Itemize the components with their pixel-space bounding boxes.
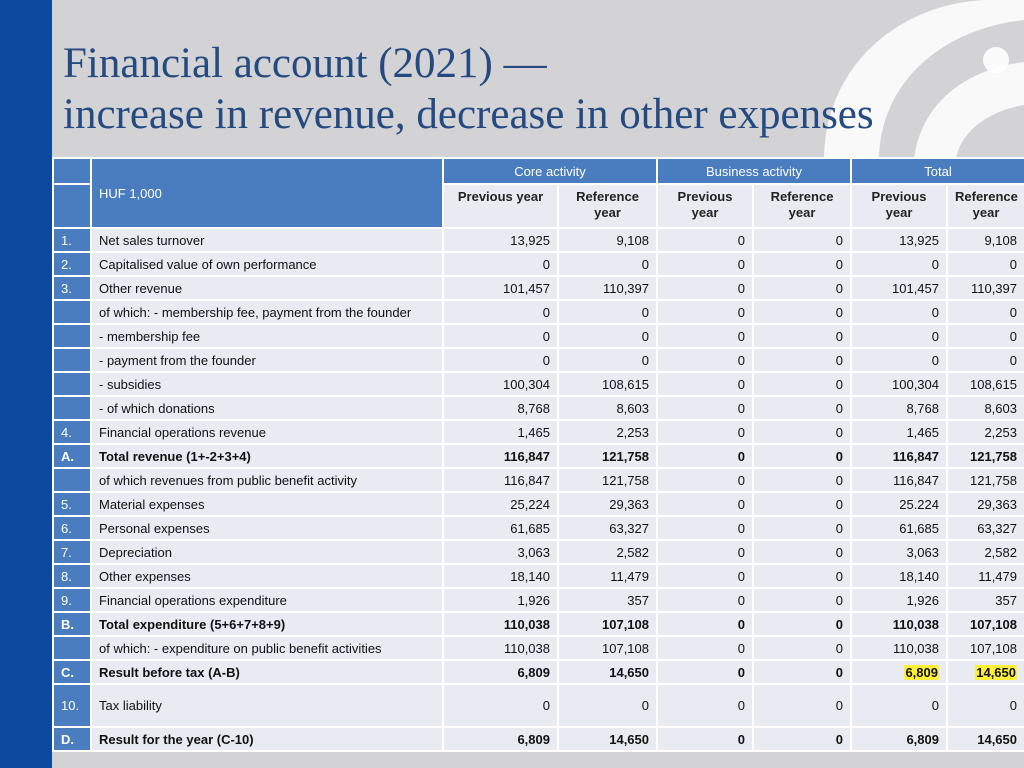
row-number-cell <box>53 636 91 660</box>
value-cell-total-reference-year: 0 <box>947 324 1024 348</box>
row-number-cell <box>53 468 91 492</box>
brand-side-bar <box>0 0 52 768</box>
row-number-cell: 6. <box>53 516 91 540</box>
value-cell-business-previous-year: 0 <box>657 564 753 588</box>
value-cell-total-previous-year: 8,768 <box>851 396 947 420</box>
value-cell-total-previous-year: 0 <box>851 348 947 372</box>
value-cell-business-previous-year: 0 <box>657 588 753 612</box>
value-cell-business-reference-year: 0 <box>753 684 851 727</box>
value-cell-business-reference-year: 0 <box>753 636 851 660</box>
row-number-cell: C. <box>53 660 91 684</box>
row-label-cell: of which: - expenditure on public benefit activities <box>91 636 443 660</box>
row-label-cell: of which: - membership fee, payment from the founder <box>91 300 443 324</box>
value-cell-business-previous-year: 0 <box>657 540 753 564</box>
value-cell-business-previous-year: 0 <box>657 727 753 751</box>
value-cell-core-previous-year: 6,809 <box>443 727 558 751</box>
value-cell-total-previous-year: 0 <box>851 684 947 727</box>
value-cell-total-reference-year: 2,253 <box>947 420 1024 444</box>
table-row <box>53 516 1024 540</box>
row-number-cell <box>53 348 91 372</box>
value-cell-total-reference-year: 107,108 <box>947 636 1024 660</box>
value-cell-business-previous-year: 0 <box>657 660 753 684</box>
table-row <box>53 564 1024 588</box>
row-label-cell: Total revenue (1+-2+3+4) <box>91 444 443 468</box>
value-cell-core-reference-year: 107,108 <box>558 612 657 636</box>
value-cell-core-previous-year: 0 <box>443 324 558 348</box>
value-cell-business-previous-year: 0 <box>657 276 753 300</box>
value-cell-business-reference-year: 0 <box>753 228 851 252</box>
value-cell-business-previous-year: 0 <box>657 636 753 660</box>
value-cell-total-reference-year: 2,582 <box>947 540 1024 564</box>
value-cell-core-reference-year: 0 <box>558 684 657 727</box>
group-header-core-activity: Core activity <box>443 158 657 184</box>
value-cell-core-previous-year: 116,847 <box>443 468 558 492</box>
value-cell-business-reference-year: 0 <box>753 588 851 612</box>
value-cell-total-reference-year: 29,363 <box>947 492 1024 516</box>
value-cell-business-reference-year: 0 <box>753 372 851 396</box>
table-row <box>53 612 1024 636</box>
row-label-cell: - membership fee <box>91 324 443 348</box>
row-label-cell: Depreciation <box>91 540 443 564</box>
value-cell-business-reference-year: 0 <box>753 540 851 564</box>
value-cell-total-reference-year <box>947 660 1024 684</box>
value-cell-business-previous-year: 0 <box>657 252 753 276</box>
table-row <box>53 324 1024 348</box>
table-row <box>53 420 1024 444</box>
value-cell-core-reference-year: 14,650 <box>558 660 657 684</box>
value-cell-business-previous-year: 0 <box>657 516 753 540</box>
row-label-cell: - payment from the founder <box>91 348 443 372</box>
value-cell-total-previous-year: 116,847 <box>851 444 947 468</box>
value-cell-business-reference-year: 0 <box>753 252 851 276</box>
value-cell-core-previous-year: 8,768 <box>443 396 558 420</box>
value-cell-core-reference-year: 0 <box>558 300 657 324</box>
highlighted-value: 6,809 <box>905 664 938 680</box>
table-row <box>53 276 1024 300</box>
value-cell-core-reference-year: 121,758 <box>558 444 657 468</box>
value-cell-business-reference-year: 0 <box>753 396 851 420</box>
value-cell-core-reference-year: 0 <box>558 348 657 372</box>
group-header-total: Total <box>851 158 1024 184</box>
table-row <box>53 727 1024 751</box>
row-number-cell: 10. <box>53 684 91 727</box>
header-corner-cell <box>53 184 91 228</box>
value-cell-core-reference-year: 29,363 <box>558 492 657 516</box>
value-cell-business-previous-year: 0 <box>657 444 753 468</box>
value-cell-business-reference-year: 0 <box>753 660 851 684</box>
table-row <box>53 252 1024 276</box>
value-cell-total-reference-year: 8,603 <box>947 396 1024 420</box>
row-number-cell <box>53 372 91 396</box>
value-cell-business-reference-year: 0 <box>753 444 851 468</box>
value-cell-business-reference-year: 0 <box>753 564 851 588</box>
row-label-cell: - subsidies <box>91 372 443 396</box>
table-row <box>53 228 1024 252</box>
value-cell-business-previous-year: 0 <box>657 396 753 420</box>
value-cell-total-reference-year: 121,758 <box>947 444 1024 468</box>
value-cell-business-reference-year: 0 <box>753 324 851 348</box>
value-cell-business-reference-year: 0 <box>753 348 851 372</box>
value-cell-total-previous-year: 13,925 <box>851 228 947 252</box>
value-cell-core-reference-year: 110,397 <box>558 276 657 300</box>
value-cell-business-reference-year: 0 <box>753 612 851 636</box>
value-cell-total-reference-year: 121,758 <box>947 468 1024 492</box>
value-cell-business-previous-year: 0 <box>657 348 753 372</box>
value-cell-total-previous-year: 6,809 <box>851 727 947 751</box>
row-number-cell: B. <box>53 612 91 636</box>
row-number-cell: D. <box>53 727 91 751</box>
financial-account-table <box>52 157 1024 752</box>
row-label-cell: Tax liability <box>91 684 443 727</box>
value-cell-total-previous-year: 110,038 <box>851 636 947 660</box>
value-cell-business-previous-year: 0 <box>657 420 753 444</box>
value-cell-total-reference-year: 63,327 <box>947 516 1024 540</box>
subheader-core-previous-year: Previous year <box>443 184 558 228</box>
table-row <box>53 372 1024 396</box>
value-cell-business-previous-year: 0 <box>657 324 753 348</box>
value-cell-business-previous-year: 0 <box>657 468 753 492</box>
row-label-cell: Result for the year (C-10) <box>91 727 443 751</box>
row-label-cell: Other expenses <box>91 564 443 588</box>
value-cell-core-previous-year: 13,925 <box>443 228 558 252</box>
row-number-cell: 9. <box>53 588 91 612</box>
value-cell-core-previous-year: 3,063 <box>443 540 558 564</box>
row-label-cell: Personal expenses <box>91 516 443 540</box>
value-cell-core-reference-year: 9,108 <box>558 228 657 252</box>
value-cell-total-previous-year: 0 <box>851 252 947 276</box>
row-number-cell <box>53 300 91 324</box>
value-cell-core-reference-year: 63,327 <box>558 516 657 540</box>
value-cell-total-previous-year: 25.224 <box>851 492 947 516</box>
value-cell-business-previous-year: 0 <box>657 300 753 324</box>
value-cell-core-previous-year: 0 <box>443 684 558 727</box>
value-cell-total-reference-year: 0 <box>947 252 1024 276</box>
table-row <box>53 588 1024 612</box>
value-cell-business-reference-year: 0 <box>753 300 851 324</box>
unit-header: HUF 1,000 <box>91 158 443 228</box>
value-cell-total-previous-year: 110,038 <box>851 612 947 636</box>
table-row <box>53 540 1024 564</box>
row-number-cell: 2. <box>53 252 91 276</box>
value-cell-total-previous-year: 18,140 <box>851 564 947 588</box>
value-cell-core-reference-year: 2,253 <box>558 420 657 444</box>
value-cell-core-reference-year: 8,603 <box>558 396 657 420</box>
value-cell-total-previous-year: 1,465 <box>851 420 947 444</box>
row-label-cell: Total expenditure (5+6+7+8+9) <box>91 612 443 636</box>
value-cell-core-previous-year: 18,140 <box>443 564 558 588</box>
row-label-cell: Other revenue <box>91 276 443 300</box>
value-cell-total-previous-year: 3,063 <box>851 540 947 564</box>
value-cell-business-reference-year: 0 <box>753 727 851 751</box>
value-cell-total-reference-year: 108,615 <box>947 372 1024 396</box>
value-cell-core-reference-year: 108,615 <box>558 372 657 396</box>
table-body <box>53 228 1024 751</box>
group-header-business-activity: Business activity <box>657 158 851 184</box>
value-cell-total-reference-year: 110,397 <box>947 276 1024 300</box>
value-cell-total-reference-year: 0 <box>947 684 1024 727</box>
subheader-total-previous-year: Previous year <box>851 184 947 228</box>
value-cell-core-reference-year: 121,758 <box>558 468 657 492</box>
row-label-cell: Financial operations revenue <box>91 420 443 444</box>
value-cell-core-reference-year: 11,479 <box>558 564 657 588</box>
subheader-business-reference-year: Reference year <box>753 184 851 228</box>
value-cell-core-previous-year: 116,847 <box>443 444 558 468</box>
row-number-cell: 3. <box>53 276 91 300</box>
table-row <box>53 684 1024 727</box>
value-cell-total-previous-year: 0 <box>851 300 947 324</box>
value-cell-core-reference-year: 2,582 <box>558 540 657 564</box>
value-cell-core-previous-year: 61,685 <box>443 516 558 540</box>
value-cell-core-reference-year: 357 <box>558 588 657 612</box>
value-cell-business-reference-year: 0 <box>753 420 851 444</box>
value-cell-business-previous-year: 0 <box>657 612 753 636</box>
value-cell-total-reference-year: 9,108 <box>947 228 1024 252</box>
row-label-cell: Capitalised value of own performance <box>91 252 443 276</box>
row-number-cell <box>53 396 91 420</box>
row-label-cell: Result before tax (A-B) <box>91 660 443 684</box>
table-row <box>53 300 1024 324</box>
value-cell-total-previous-year: 0 <box>851 324 947 348</box>
row-number-cell: 7. <box>53 540 91 564</box>
value-cell-total-previous-year <box>851 660 947 684</box>
value-cell-total-previous-year: 61,685 <box>851 516 947 540</box>
slide-title-line-1: Financial account (2021) — <box>63 40 547 87</box>
value-cell-total-reference-year: 11,479 <box>947 564 1024 588</box>
table-row <box>53 660 1024 684</box>
table-row <box>53 636 1024 660</box>
value-cell-business-reference-year: 0 <box>753 492 851 516</box>
value-cell-total-reference-year: 14,650 <box>947 727 1024 751</box>
value-cell-core-previous-year: 0 <box>443 348 558 372</box>
row-number-cell <box>53 324 91 348</box>
highlighted-value: 14,650 <box>976 664 1016 680</box>
value-cell-core-reference-year: 14,650 <box>558 727 657 751</box>
row-number-cell: 8. <box>53 564 91 588</box>
table-row <box>53 348 1024 372</box>
subheader-business-previous-year: Previous year <box>657 184 753 228</box>
value-cell-core-previous-year: 6,809 <box>443 660 558 684</box>
header-corner-cell <box>53 158 91 184</box>
value-cell-business-previous-year: 0 <box>657 372 753 396</box>
row-label-cell: Financial operations expenditure <box>91 588 443 612</box>
value-cell-core-previous-year: 110,038 <box>443 612 558 636</box>
table-row <box>53 492 1024 516</box>
subheader-total-reference-year: Reference year <box>947 184 1024 228</box>
value-cell-total-reference-year: 0 <box>947 348 1024 372</box>
value-cell-total-reference-year: 107,108 <box>947 612 1024 636</box>
row-number-cell: 4. <box>53 420 91 444</box>
value-cell-core-reference-year: 0 <box>558 324 657 348</box>
subheader-core-reference-year: Reference year <box>558 184 657 228</box>
value-cell-total-reference-year: 357 <box>947 588 1024 612</box>
slide-title <box>63 38 874 140</box>
table-row <box>53 444 1024 468</box>
table-row <box>53 468 1024 492</box>
value-cell-total-previous-year: 116,847 <box>851 468 947 492</box>
value-cell-business-reference-year: 0 <box>753 516 851 540</box>
value-cell-business-reference-year: 0 <box>753 276 851 300</box>
value-cell-total-previous-year: 100,304 <box>851 372 947 396</box>
value-cell-core-previous-year: 100,304 <box>443 372 558 396</box>
row-number-cell: 1. <box>53 228 91 252</box>
value-cell-core-previous-year: 110,038 <box>443 636 558 660</box>
value-cell-business-reference-year: 0 <box>753 468 851 492</box>
value-cell-core-previous-year: 0 <box>443 300 558 324</box>
value-cell-core-previous-year: 1,465 <box>443 420 558 444</box>
row-label-cell: of which revenues from public benefit activity <box>91 468 443 492</box>
value-cell-business-previous-year: 0 <box>657 492 753 516</box>
row-number-cell: A. <box>53 444 91 468</box>
value-cell-business-previous-year: 0 <box>657 684 753 727</box>
value-cell-core-previous-year: 25,224 <box>443 492 558 516</box>
value-cell-total-previous-year: 1,926 <box>851 588 947 612</box>
value-cell-core-reference-year: 107,108 <box>558 636 657 660</box>
value-cell-core-previous-year: 101,457 <box>443 276 558 300</box>
value-cell-core-previous-year: 1,926 <box>443 588 558 612</box>
slide-title-line-2: increase in revenue, decrease in other expenses <box>63 91 874 138</box>
value-cell-business-previous-year: 0 <box>657 228 753 252</box>
row-label-cell: Net sales turnover <box>91 228 443 252</box>
row-label-cell: Material expenses <box>91 492 443 516</box>
value-cell-core-previous-year: 0 <box>443 252 558 276</box>
value-cell-total-previous-year: 101,457 <box>851 276 947 300</box>
row-number-cell: 5. <box>53 492 91 516</box>
value-cell-core-reference-year: 0 <box>558 252 657 276</box>
table-row <box>53 396 1024 420</box>
row-label-cell: - of which donations <box>91 396 443 420</box>
value-cell-total-reference-year: 0 <box>947 300 1024 324</box>
